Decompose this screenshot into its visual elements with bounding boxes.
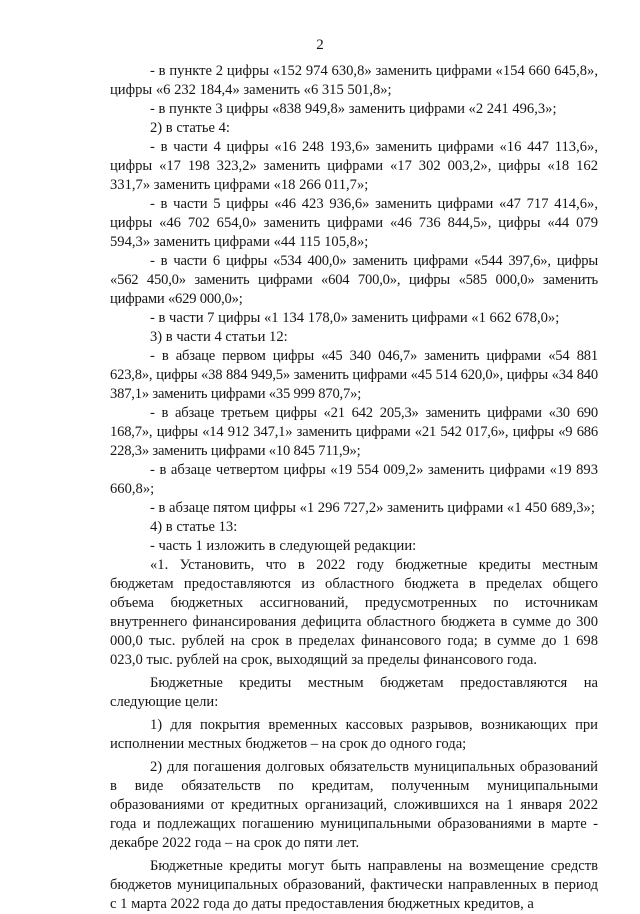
paragraph-part-1-instruction: - часть 1 изложить в следующей редакции: bbox=[150, 538, 417, 554]
paragraph-item-1: - в пункте 2 цифры «152 974 630,8» заменить цифрами «154 660 645,8», цифры «6 232 184,4» заменить «6 315 501,8»; bbox=[110, 63, 598, 98]
paragraph-article-4-heading: 2) в статье 4: bbox=[150, 120, 230, 136]
paragraph-part-5: - в части 5 цифры «46 423 936,6» заменить цифрами «47 717 414,6», цифры «46 702 654,0» заменить цифрами «46 736 844,5», цифры «44 079 594,3» заменить цифрами «44 115 105,8»; bbox=[110, 196, 598, 250]
paragraph-fourth-abzac: - в абзаце четвертом цифры «19 554 009,2» заменить цифрами «19 893 660,8»; bbox=[110, 462, 598, 497]
paragraph-part-7: - в части 7 цифры «1 134 178,0» заменить цифрами «1 662 678,0»; bbox=[150, 310, 560, 326]
paragraph-purpose-1: 1) для покрытия временных кассовых разрывов, возникающих при исполнении местных бюджетов – на срок до одного года; bbox=[110, 717, 598, 752]
page-number: 2 bbox=[316, 37, 324, 53]
paragraph-reimbursement: Бюджетные кредиты могут быть направлены на возмещение средств бюджетов муниципальных образований, фактически направленных в период с 1 марта 2022 года до даты предоставления бюджетных кредитов, а bbox=[110, 858, 598, 912]
paragraph-article-12-heading: 3) в части 4 статьи 12: bbox=[150, 329, 288, 345]
paragraph-third-abzac: - в абзаце третьем цифры «21 642 205,3» заменить цифрами «30 690 168,7», цифры «14 912 347,1» заменить цифрами «21 542 017,6», цифры «9 686 228,3» заменить цифрами «10 845 711,9»; bbox=[110, 405, 598, 459]
paragraph-quoted-part-1: «1. Установить, что в 2022 году бюджетные кредиты местным бюджетам предоставляются из областного бюджета в пределах общего объема бюджетных ассигнований, предусмотренных по источникам внутреннего финансирования дефицита областного бюджета в сумме до 300 000,0 тыс. рублей на срок в пределах финансового года; в сумме до 1 698 023,0 тыс. рублей на срок, выходящий за пределы финансового года. bbox=[110, 557, 598, 668]
paragraph-article-13-heading: 4) в статье 13: bbox=[150, 519, 238, 535]
paragraph-part-6: - в части 6 цифры «534 400,0» заменить цифрами «544 397,6», цифры «562 450,0» заменить цифрами «604 700,0», цифры «585 000,0» заменить цифрами «629 000,0»; bbox=[110, 253, 598, 307]
paragraph-fifth-abzac: - в абзаце пятом цифры «1 296 727,2» заменить цифрами «1 450 689,3»; bbox=[150, 500, 595, 516]
paragraph-purpose-2: 2) для погашения долговых обязательств муниципальных образований в виде обязательств по кредитам, полученным муниципальными образованиями от кредитных организаций, сложившихся на 1 января 2022 года и подлежащих погашению муниципальными образованиями в марте - декабре 2022 года – на срок до пяти лет. bbox=[110, 759, 598, 851]
paragraph-part-4: - в части 4 цифры «16 248 193,6» заменить цифрами «16 447 113,6», цифры «17 198 323,2» заменить цифрами «17 302 003,2», цифры «18 162 331,7» заменить цифрами «18 266 011,7»; bbox=[110, 139, 598, 193]
paragraph-item-2: - в пункте 3 цифры «838 949,8» заменить цифрами «2 241 496,3»; bbox=[150, 101, 557, 117]
document-body bbox=[110, 62, 598, 914]
paragraph-first-abzac: - в абзаце первом цифры «45 340 046,7» заменить цифрами «54 881 623,8», цифры «38 884 949,5» заменить цифрами «45 514 620,0», цифры «34 840 387,1» заменить цифрами «35 999 870,7»; bbox=[110, 348, 598, 402]
paragraph-credit-purposes: Бюджетные кредиты местным бюджетам предоставляются на следующие цели: bbox=[110, 675, 598, 710]
